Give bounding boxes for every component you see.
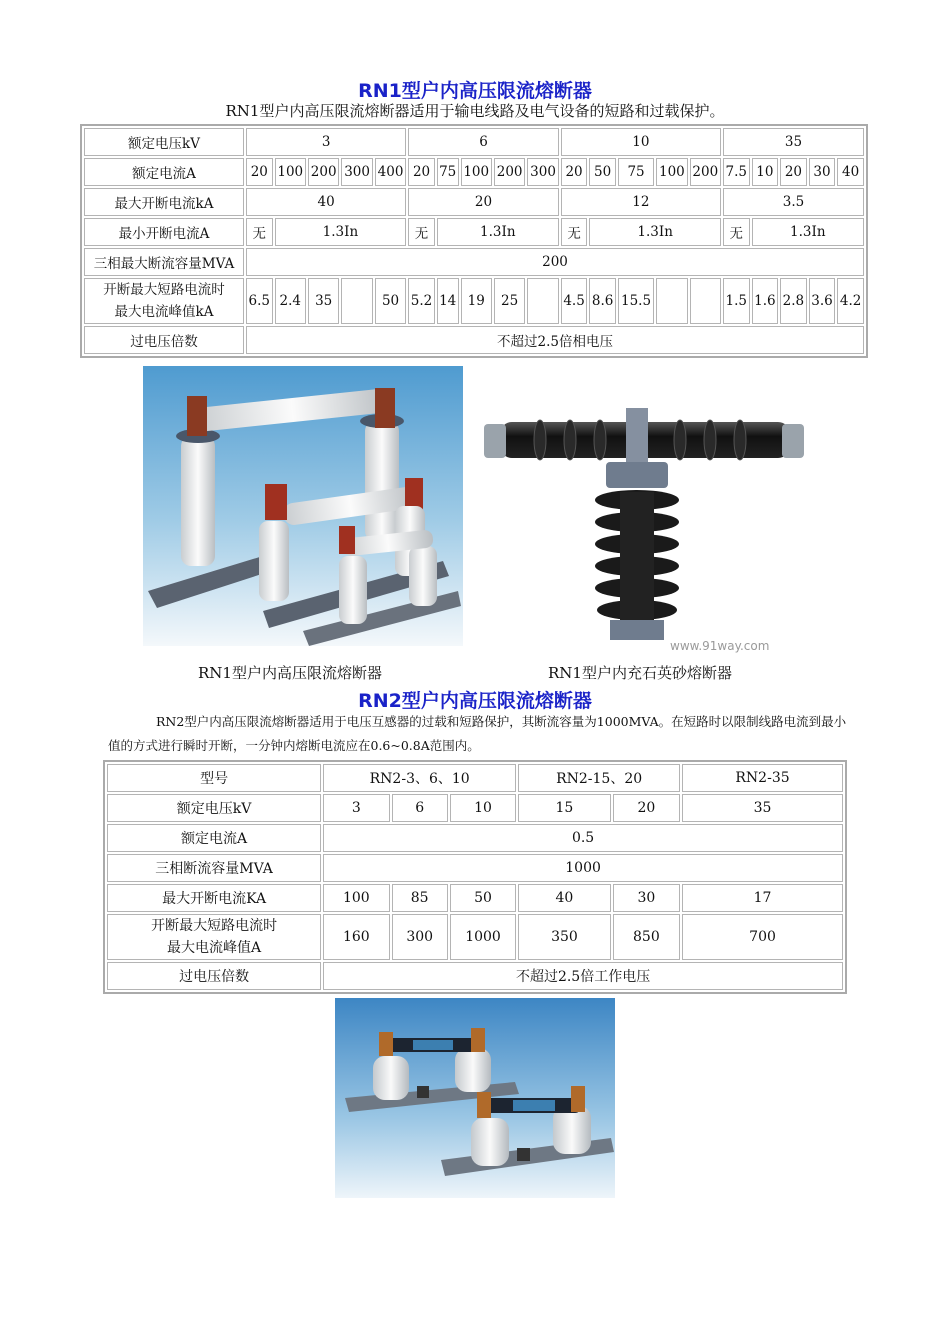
current-cell: 50 bbox=[589, 158, 616, 186]
voltage-cell: 35 bbox=[723, 128, 864, 156]
table-row bbox=[84, 248, 864, 276]
peak-cell: 4.5 bbox=[561, 278, 588, 324]
row-label: 额定电压kV bbox=[84, 128, 244, 156]
peak-cell: 1.6 bbox=[752, 278, 779, 324]
row-label: 最小开断电流A bbox=[84, 218, 244, 246]
min-break-cell: 1.3In bbox=[437, 218, 559, 246]
model-cell: RN2-35 bbox=[682, 764, 843, 792]
peak-cell: 6.5 bbox=[246, 278, 273, 324]
rn2-title: RN2型户内高压限流熔断器 bbox=[358, 690, 592, 712]
current-cell: 7.5 bbox=[723, 158, 750, 186]
peak-cell: 350 bbox=[518, 914, 611, 960]
current-cell: 20 bbox=[408, 158, 435, 186]
voltage-cell: 3 bbox=[323, 794, 389, 822]
table-row bbox=[107, 794, 843, 822]
rn1-intro: RN1型户内高压限流熔断器适用于输电线路及电气设备的短路和过载保护。 bbox=[225, 102, 725, 120]
peak-cell: 8.6 bbox=[589, 278, 616, 324]
rn2-fuse-illustration bbox=[335, 998, 615, 1198]
capacity-cell: 200 bbox=[246, 248, 864, 276]
peak-cell: 2.4 bbox=[275, 278, 306, 324]
peak-label-line1: 开断最大短路电流时 bbox=[151, 918, 278, 934]
peak-cell bbox=[690, 278, 721, 324]
rn1-fuse-illustration bbox=[143, 366, 463, 646]
row-label: 三相断流容量MVA bbox=[107, 854, 321, 882]
max-break-cell: 30 bbox=[613, 884, 680, 912]
current-cell: 100 bbox=[656, 158, 687, 186]
current-cell: 20 bbox=[246, 158, 273, 186]
peak-cell: 1.5 bbox=[723, 278, 750, 324]
watermark-text: www.91way.com bbox=[670, 639, 770, 653]
peak-label-line1: 开断最大短路电流时 bbox=[103, 282, 225, 298]
row-label: 过电压倍数 bbox=[107, 962, 321, 990]
current-cell: 200 bbox=[690, 158, 721, 186]
table-row bbox=[107, 824, 843, 852]
table-row bbox=[107, 962, 843, 990]
peak-label-line2: 最大电流峰值kA bbox=[114, 304, 214, 320]
peak-cell: 4.2 bbox=[837, 278, 864, 324]
voltage-cell: 6 bbox=[392, 794, 448, 822]
current-cell: 30 bbox=[809, 158, 836, 186]
peak-cell bbox=[527, 278, 558, 324]
current-cell: 400 bbox=[375, 158, 406, 186]
peak-cell: 300 bbox=[392, 914, 448, 960]
current-cell: 200 bbox=[494, 158, 525, 186]
table-row bbox=[84, 188, 864, 216]
voltage-cell: 10 bbox=[450, 794, 516, 822]
rn1-spec-table bbox=[80, 124, 868, 358]
peak-cell: 3.6 bbox=[809, 278, 836, 324]
current-cell: 10 bbox=[752, 158, 779, 186]
max-break-cell: 17 bbox=[682, 884, 843, 912]
row-label: 额定电压kV bbox=[107, 794, 321, 822]
peak-cell: 2.8 bbox=[780, 278, 807, 324]
rn1-title: RN1型户内高压限流熔断器 bbox=[358, 80, 592, 102]
rated-current-cell: 0.5 bbox=[323, 824, 843, 852]
voltage-cell: 10 bbox=[561, 128, 721, 156]
rn2-fuse-photo bbox=[335, 998, 615, 1198]
row-label bbox=[107, 914, 321, 960]
max-break-cell: 40 bbox=[246, 188, 406, 216]
peak-cell: 700 bbox=[682, 914, 843, 960]
current-cell: 20 bbox=[561, 158, 588, 186]
table-row bbox=[84, 158, 864, 186]
current-cell: 300 bbox=[341, 158, 372, 186]
max-break-cell: 20 bbox=[408, 188, 559, 216]
peak-cell: 25 bbox=[494, 278, 525, 324]
table-row bbox=[107, 764, 843, 792]
peak-cell: 14 bbox=[437, 278, 459, 324]
row-label: 额定电流A bbox=[84, 158, 244, 186]
peak-cell: 50 bbox=[375, 278, 406, 324]
peak-cell: 35 bbox=[308, 278, 339, 324]
capacity-cell: 1000 bbox=[323, 854, 843, 882]
voltage-cell: 35 bbox=[682, 794, 843, 822]
model-cell: RN2-15、20 bbox=[518, 764, 680, 792]
table-row bbox=[84, 218, 864, 246]
peak-cell: 1000 bbox=[450, 914, 516, 960]
min-break-none: 无 bbox=[723, 218, 750, 246]
rn1-quartz-fuse-illustration bbox=[480, 400, 808, 658]
peak-cell bbox=[341, 278, 372, 324]
max-break-cell: 40 bbox=[518, 884, 611, 912]
min-break-none: 无 bbox=[408, 218, 435, 246]
current-cell: 40 bbox=[837, 158, 864, 186]
current-cell: 100 bbox=[275, 158, 306, 186]
current-cell: 20 bbox=[780, 158, 807, 186]
rn2-spec-table bbox=[103, 760, 847, 994]
rn1-fuse-photo bbox=[143, 366, 463, 646]
max-break-cell: 3.5 bbox=[723, 188, 864, 216]
row-label: 最大开断电流KA bbox=[107, 884, 321, 912]
min-break-cell: 1.3In bbox=[752, 218, 864, 246]
table-row bbox=[84, 326, 864, 354]
peak-cell: 160 bbox=[323, 914, 389, 960]
voltage-cell: 15 bbox=[518, 794, 611, 822]
max-break-cell: 100 bbox=[323, 884, 389, 912]
row-label: 过电压倍数 bbox=[84, 326, 244, 354]
min-break-cell: 1.3In bbox=[275, 218, 407, 246]
row-label bbox=[84, 278, 244, 324]
peak-label-line2: 最大电流峰值A bbox=[167, 940, 262, 956]
caption-rn1-fuse: RN1型户内高压限流熔断器 bbox=[198, 664, 382, 682]
voltage-cell: 3 bbox=[246, 128, 406, 156]
model-cell: RN2-3、6、10 bbox=[323, 764, 516, 792]
current-cell: 300 bbox=[527, 158, 558, 186]
current-cell: 200 bbox=[308, 158, 339, 186]
row-label: 最大开断电流kA bbox=[84, 188, 244, 216]
overvoltage-cell: 不超过2.5倍工作电压 bbox=[323, 962, 843, 990]
voltage-cell: 6 bbox=[408, 128, 559, 156]
peak-cell: 5.2 bbox=[408, 278, 435, 324]
voltage-cell: 20 bbox=[613, 794, 680, 822]
peak-cell: 15.5 bbox=[618, 278, 654, 324]
overvoltage-cell: 不超过2.5倍相电压 bbox=[246, 326, 864, 354]
current-cell: 75 bbox=[618, 158, 654, 186]
table-row bbox=[107, 884, 843, 912]
peak-cell bbox=[656, 278, 687, 324]
row-label: 额定电流A bbox=[107, 824, 321, 852]
rn1-quartz-fuse-photo bbox=[480, 400, 808, 658]
max-break-cell: 50 bbox=[450, 884, 516, 912]
min-break-none: 无 bbox=[561, 218, 588, 246]
table-row bbox=[107, 914, 843, 960]
table-row bbox=[84, 128, 864, 156]
rn2-intro: RN2型户内高压限流熔断器适用于电压互感器的过载和短路保护，其断流容量为1000MVA。在短路时以限制线路电流到最小值的方式进行瞬时开断，一分钟内熔断电流应在0.6~0.8A范围内。 bbox=[108, 714, 847, 753]
caption-rn1-quartz-fuse: RN1型户内充石英砂熔断器 bbox=[548, 664, 732, 682]
peak-cell: 19 bbox=[461, 278, 492, 324]
current-cell: 75 bbox=[437, 158, 459, 186]
min-break-none: 无 bbox=[246, 218, 273, 246]
max-break-cell: 12 bbox=[561, 188, 721, 216]
row-label: 三相最大断流容量MVA bbox=[84, 248, 244, 276]
min-break-cell: 1.3In bbox=[589, 218, 721, 246]
current-cell: 100 bbox=[461, 158, 492, 186]
table-row bbox=[107, 854, 843, 882]
max-break-cell: 85 bbox=[392, 884, 448, 912]
row-label: 型号 bbox=[107, 764, 321, 792]
peak-cell: 850 bbox=[613, 914, 680, 960]
table-row bbox=[84, 278, 864, 324]
